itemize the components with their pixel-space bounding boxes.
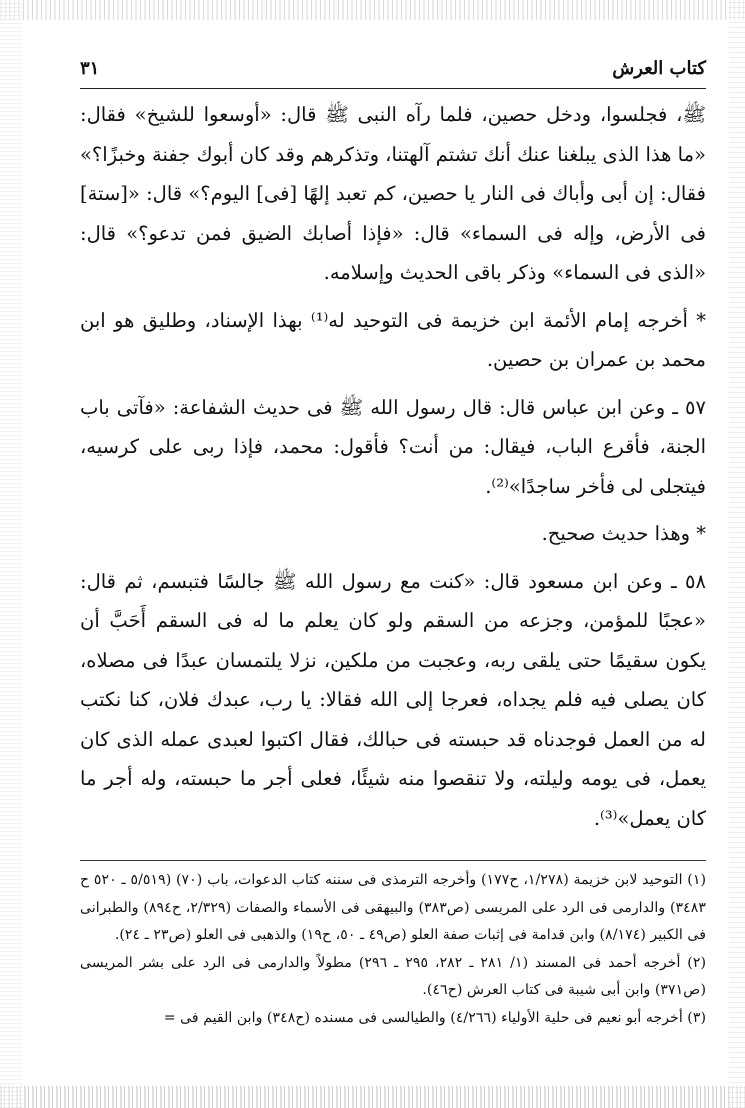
scan-edge-right (729, 0, 745, 1108)
paragraph-grading-57: * وهذا حديث صحيح. (541, 522, 706, 545)
paragraph-hadith-57: ٥٧ ـ وعن ابن عباس قال: قال رسول الله ﷺ فى حديث الشفاعة: «فآتى باب الجنة، فأقرع الباب، فيقال: من أنت؟ فأقول: محمد، فإذا ربى على كرسيه، فيتجلى لى فأخر ساجدًا»⁽²⁾. (80, 395, 706, 498)
scan-edge-bottom (0, 1086, 745, 1108)
header-rule (80, 88, 706, 89)
running-header-title: كتاب العرش (612, 58, 706, 79)
paragraph-hadith-58: ٥٨ ـ وعن ابن مسعود قال: «كنت مع رسول الله ﷺ جالسًا فتبسم، ثم قال: «عجبًا للمؤمن، وجزعه من السقم ولو كان يعلم ما له فى السقم أَحَبَّ أن يكون سقيمًا حتى يلقى ربه، وعجبت من ملكين، نزلا يلتمسان عبدًا فى مصلاه، كان يصلى فيه فلم يجداه، فعرجا إلى الله فقالا: يا رب، عبدك فلان، كنا نكتب له من العمل فوجدناه قد حبسته فى حبالك، فقال اكتبوا لعبدى عمله الذى كان يعمل، فى يومه وليلته، ولا تنقصوا منه شيئًا، فعلى أجر ما حبسته، وله أجر ما كان يعمل»⁽³⁾. (80, 569, 706, 830)
paragraph-takhrij-56: * أخرجه إمام الأئمة ابن خزيمة فى التوحيد له⁽¹⁾ بهذا الإسناد، وطليق هو ابن محمد بن عمران بن حصين. (80, 308, 706, 371)
scan-edge-top (0, 0, 745, 20)
footnote-3: (٣) أخرجه أبو نعيم فى حلية الأولياء (٤/٢٦٦) والطيالسى فى مسنده (ح٣٤٨) وابن القيم فى = (163, 1009, 706, 1026)
scan-edge-left (0, 0, 22, 1108)
footnote-1: (١) التوحيد لابن خزيمة (١/٢٧٨، ح١٧٧) وأخرجه الترمذى فى سننه كتاب الدعوات، باب (٧٠) (٥/٥١٩ ـ ٥٢٠ ح ٣٤٨٣) والدارمى فى الرد على المريسى (ص٣٨٣) والبيهقى فى الأسماء والصفات (٢/٣٢٩، ح٨٩٤) والطبرانى فى الكبير (٨/١٧٤) وابن قدامة فى إثبات صفة العلو (ص٤٩ ـ ٥٠، ح١٩) والذهبى فى العلو (ص٢٣ ـ ٢٤). (80, 872, 707, 943)
book-page (80, 58, 706, 1032)
footnote-2: (٢) أخرجه أحمد فى المسند (١/ ٢٨١ ـ ٢٨٢، ٢٩٥ ـ ٢٩٦) مطولاً والدارمى فى الرد على بشر المريسى (ص٣٧١) وابن أبى شيبة فى كتاب العرش (ح٤٦). (80, 954, 706, 998)
page-number: ٣١ (80, 58, 100, 79)
footnote-rule (80, 860, 706, 861)
paragraph-hadith-56-continuation: ﷺ، فجلسوا، ودخل حصين، فلما رآه النبى ﷺ قال: «أوسعوا للشيخ» فقال: «ما هذا الذى يبلغنا عنك أنك تشتم آلهتنا، وتذكرهم وقد كان أبوك جفنة وخبزًا؟» فقال: إن أبى وأباك فى النار يا حصين، كم تعبد إلهًا [فى] اليوم؟» قال: «[ستة] فى الأرض، وإله فى السماء» قال: «فإذا أصابك الضيق فمن تدعو؟» قال: «الذى فى السماء» وذكر باقى الحديث وإسلامه. (80, 103, 706, 284)
running-header (80, 58, 706, 86)
